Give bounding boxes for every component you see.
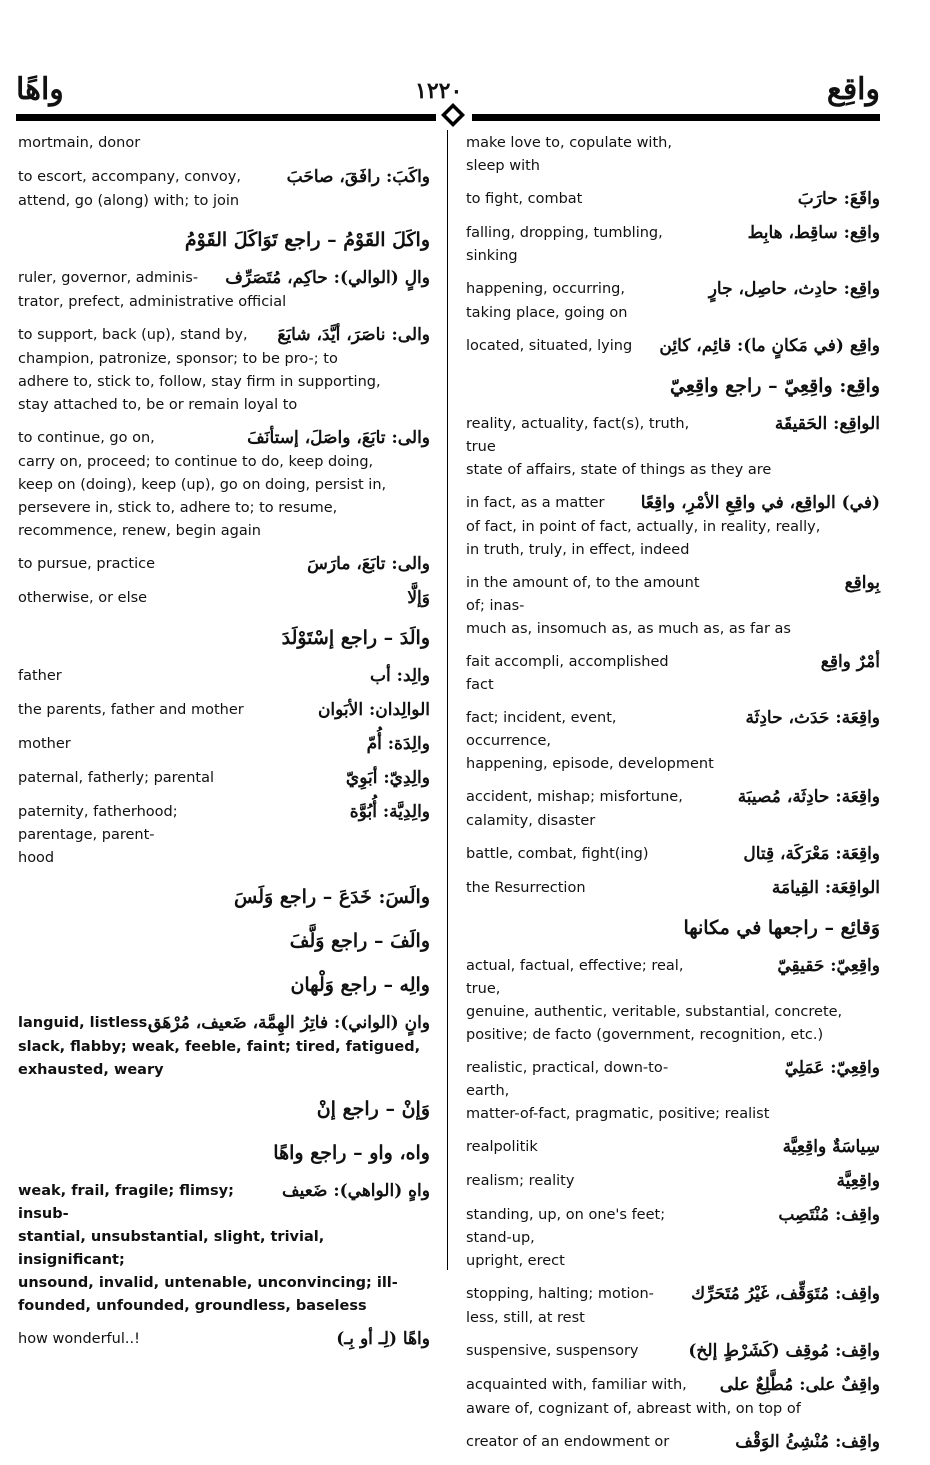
arabic-headword: الوالِدان: الأبَوان: [317, 700, 430, 720]
entry-head-row: [18, 1180, 430, 1226]
definition-continuation: founded, unfounded, groundless, baseless: [18, 1298, 367, 1314]
entry-head-row: [466, 278, 880, 302]
definition-continuation: much as, insomuch as, as much as, as far as: [466, 621, 791, 637]
entry-head-row: [466, 1283, 880, 1307]
left-running-headword: واهًا: [16, 72, 64, 107]
definition-continuation: slack, flabby; weak, feeble, faint; tired, fatigued,: [18, 1039, 421, 1055]
arabic-headword: والى: تابَعَ، واصَلَ، إستأنَفَ: [247, 428, 430, 448]
header-rule-right: [472, 114, 880, 121]
right-running-headword: واقِع: [826, 72, 880, 107]
dictionary-entry: [466, 651, 880, 697]
dictionary-entry: [466, 335, 880, 359]
english-definition: mother: [18, 736, 71, 752]
dictionary-entry: [18, 132, 430, 156]
entry-head-row: [18, 699, 430, 723]
dictionary-entry: [466, 369, 880, 403]
arabic-cross-reference: واقِع: واقِعِيّ – راجع واقِعِيّ: [669, 375, 880, 397]
arabic-headword: واقِعِيَّة: [836, 1171, 880, 1191]
arabic-headword: وانٍ (الواني): فاتِرُ الهِمَّة، ضَعيف، مُرْهَق: [148, 1013, 430, 1033]
entry-head-row: [18, 267, 430, 291]
arabic-headword: واقَعَ: حارَبَ: [797, 189, 880, 209]
header-rule-left: [16, 114, 436, 121]
dictionary-entry: [466, 1170, 880, 1194]
dictionary-entry: [18, 267, 430, 314]
dictionary-entry: [466, 1340, 880, 1364]
english-definition: in fact, as a matter: [466, 495, 605, 511]
english-definition: how wonderful..!: [18, 1331, 140, 1347]
dictionary-entry: [18, 1328, 430, 1352]
definition-continuation: carry on, proceed; to continue to do, keep doing,: [18, 454, 374, 470]
dictionary-entry: [18, 324, 430, 417]
dictionary-entry: [466, 188, 880, 212]
english-definition: paternal, fatherly; parental: [18, 770, 215, 786]
arabic-headword: واقِعَة: حادِثَة، مُصيبَة: [737, 787, 880, 807]
arabic-headword: (في) الواقِع، في واقِعِ الأمْرِ، واقِعًا: [640, 493, 880, 513]
dictionary-entry: [18, 553, 430, 577]
english-definition: make love to, copulate with, sleep with: [466, 135, 672, 174]
arabic-headword: واقِع: ساقِط، هابِط: [747, 223, 880, 243]
arabic-headword: واقِف: مُوقِف (كَشَرْطٍ إلخ): [688, 1341, 880, 1361]
english-definition: ruler, governor, adminis-: [18, 270, 199, 286]
arabic-headword: وَإلَّا: [407, 588, 430, 608]
arabic-cross-reference: والَدَ – راجع إسْتَوْلَدَ: [281, 627, 430, 649]
definition-continuation: recommence, renew, begin again: [18, 523, 261, 539]
arabic-headword: والِدِيّ: أبَوِيّ: [345, 768, 430, 788]
entry-head-row: [18, 1328, 430, 1352]
english-definition: mortmain, donor: [18, 135, 141, 151]
arabic-headword: واقِعِيّ: عَمَلِيّ: [784, 1058, 880, 1078]
dictionary-entry: [466, 1057, 880, 1126]
arabic-headword: والى: تابَعَ، مارَسَ: [307, 554, 430, 574]
english-definition: to escort, accompany, convoy,: [18, 169, 241, 185]
entry-head-row: [18, 1012, 430, 1036]
english-definition: to support, back (up), stand by,: [18, 327, 248, 343]
column-divider: [447, 130, 448, 1270]
entry-head-row: [466, 1136, 880, 1160]
dictionary-entry: [18, 587, 430, 611]
right-column: [466, 132, 880, 1465]
definition-continuation: state of affairs, state of things as they are: [466, 462, 772, 478]
arabic-cross-reference: واكَلَ القَوْمُ – راجع تَوَاكَلَ القَوْمُ: [184, 229, 430, 251]
arabic-headword: واكَبَ: رافَقَ، صاحَبَ: [286, 167, 430, 187]
entry-head-row: [18, 553, 430, 577]
definition-continuation: genuine, authentic, veritable, substantial, concrete,: [466, 1004, 843, 1020]
english-definition: otherwise, or else: [18, 590, 148, 606]
dictionary-entry: [18, 427, 430, 543]
english-definition: falling, dropping, tumbling, sinking: [466, 225, 663, 264]
arabic-headword: بِواقِع: [844, 573, 880, 593]
english-definition: weak, frail, fragile; flimsy; insub-: [18, 1183, 234, 1222]
english-definition: father: [18, 668, 62, 684]
arabic-cross-reference: والَفَ – راجع وَلَّفَ: [289, 930, 430, 952]
definition-continuation: positive; de facto (government, recognition, etc.): [466, 1027, 824, 1043]
dictionary-entry: [18, 880, 430, 914]
arabic-headword: واقِف: مُنْشِئُ الوَقْف: [735, 1432, 880, 1452]
entry-head-row: [466, 651, 880, 697]
arabic-headword: واقِف: مُتَوَقِّف، غَيْرُ مُتَحَرِّك: [691, 1284, 880, 1304]
arabic-cross-reference: والِه – راجع وَلْهان: [290, 974, 430, 996]
english-definition: happening, occurring,: [466, 281, 625, 297]
dictionary-entry: [466, 132, 880, 178]
english-definition: to continue, go on,: [18, 430, 155, 446]
definition-continuation: persevere in, stick to, adhere to; to resume,: [18, 500, 338, 516]
definition-continuation: champion, patronize, sponsor; to be pro-; to: [18, 351, 338, 367]
english-definition: the Resurrection: [466, 880, 586, 896]
diamond-ornament-icon: [440, 102, 466, 128]
arabic-headword: والى: ناصَرَ، أيَّدَ، شايَعَ: [277, 325, 430, 345]
arabic-headword: الواقِع: الحَقيقَة: [774, 414, 880, 434]
definition-continuation: calamity, disaster: [466, 813, 596, 829]
arabic-headword: واقِف: مُنْتَصِب: [778, 1205, 880, 1225]
entry-head-row: [466, 1374, 880, 1398]
definition-continuation: stay attached to, be or remain loyal to: [18, 397, 298, 413]
definition-continuation: exhausted, weary: [18, 1062, 164, 1078]
definition-continuation: adhere to, stick to, follow, stay firm in supporting,: [18, 374, 381, 390]
definition-continuation: attend, go (along) with; to join: [18, 193, 240, 209]
arabic-headword: واهًا (لِـ أو بِـ): [336, 1329, 430, 1349]
entry-head-row: [466, 188, 880, 212]
dictionary-entry: [466, 222, 880, 268]
dictionary-entry: [466, 843, 880, 867]
arabic-cross-reference: والَسَ: خَدَعَ – راجع وَلَسَ: [234, 886, 430, 908]
entry-head-row: [466, 222, 880, 268]
entry-head-row: [466, 955, 880, 1001]
definition-continuation: in truth, truly, in effect, indeed: [466, 542, 690, 558]
entry-head-row: [18, 767, 430, 791]
arabic-headword: والِدِيَّة: أُبُوَّة: [349, 802, 430, 822]
english-definition: acquainted with, familiar with,: [466, 1377, 687, 1393]
dictionary-entry: [466, 1136, 880, 1160]
english-definition: standing, up, on one's feet; stand-up,: [466, 1207, 666, 1246]
definition-continuation: keep on (doing), keep (up), go on doing, persist in,: [18, 477, 387, 493]
definition-continuation: trator, prefect, administrative official: [18, 294, 287, 310]
arabic-headword: سِياسَةٌ واقِعِيَّة: [782, 1137, 880, 1157]
dictionary-entry: [466, 877, 880, 901]
entry-head-row: [18, 166, 430, 190]
definition-continuation: unsound, invalid, untenable, unconvincing; ill-: [18, 1275, 398, 1291]
dictionary-entry: [466, 786, 880, 833]
english-definition: fait accompli, accomplished fact: [466, 654, 669, 693]
dictionary-entry: [18, 665, 430, 689]
definition-continuation: matter-of-fact, pragmatic, positive; realist: [466, 1106, 770, 1122]
entry-head-row: [466, 843, 880, 867]
page-header: [0, 0, 930, 130]
dictionary-entry: [466, 911, 880, 945]
dictionary-entry: [18, 166, 430, 213]
entry-head-row: [466, 492, 880, 516]
english-definition: realpolitik: [466, 1139, 538, 1155]
definition-continuation: hood: [18, 850, 55, 866]
entry-head-row: [18, 427, 430, 451]
english-definition: accident, mishap; misfortune,: [466, 789, 683, 805]
arabic-headword: والِد: أب: [370, 666, 430, 686]
dictionary-entry: [18, 924, 430, 958]
arabic-headword: واقِع: حادِث، حاصِل، جارٍ: [708, 279, 880, 299]
arabic-headword: واقِع (في مَكانٍ ما): قائِم، كائِن: [659, 336, 880, 356]
page-number: ١٢٢٠: [415, 78, 463, 104]
arabic-headword: واقِعِيّ: حَقيقِيّ: [777, 956, 880, 976]
english-definition: realism; reality: [466, 1173, 575, 1189]
english-definition: paternity, fatherhood; parentage, parent-: [18, 804, 178, 843]
entry-head-row: [18, 324, 430, 348]
entry-head-row: [466, 1431, 880, 1455]
entry-head-row: [466, 877, 880, 901]
english-definition: actual, factual, effective; real, true,: [466, 958, 684, 997]
dictionary-entry: [18, 1136, 430, 1170]
english-definition: battle, combat, fight(ing): [466, 846, 649, 862]
dictionary-entry: [466, 1283, 880, 1330]
dictionary-entry: [466, 1431, 880, 1455]
entry-head-row: [18, 132, 430, 156]
definition-continuation: less, still, at rest: [466, 1310, 585, 1326]
dictionary-entry: [18, 1180, 430, 1318]
entry-head-row: [466, 707, 880, 753]
dictionary-entry: [18, 1092, 430, 1126]
dictionary-entry: [466, 572, 880, 641]
entry-head-row: [466, 132, 880, 178]
arabic-headword: واقِعَة: مَعْرَكَة، قِتال: [743, 844, 880, 864]
dictionary-entry: [466, 492, 880, 562]
entry-head-row: [466, 335, 880, 359]
english-definition: to pursue, practice: [18, 556, 156, 572]
entry-head-row: [466, 1170, 880, 1194]
dictionary-entry: [466, 955, 880, 1047]
entry-head-row: [18, 801, 430, 847]
dictionary-entry: [18, 968, 430, 1002]
entry-head-row: [18, 587, 430, 611]
arabic-headword: الواقِعَة: القِيامَة: [771, 878, 880, 898]
arabic-headword: واقِفٌ على: مُطَّلِعٌ على: [719, 1375, 880, 1395]
arabic-headword: واقِعَة: حَدَث، حادِثَة: [745, 708, 880, 728]
dictionary-entry: [18, 621, 430, 655]
english-definition: languid, listless,: [18, 1015, 153, 1031]
dictionary-entry: [18, 801, 430, 870]
entry-head-row: [466, 1204, 880, 1250]
left-column: [18, 132, 430, 1362]
entry-head-row: [18, 665, 430, 689]
english-definition: fact; incident, event, occurrence,: [466, 710, 617, 749]
english-definition: located, situated, lying: [466, 338, 633, 354]
dictionary-entry: [18, 699, 430, 723]
dictionary-entry: [18, 767, 430, 791]
dictionary-entry: [18, 223, 430, 257]
english-definition: in the amount of, to the amount of; inas-: [466, 575, 700, 614]
arabic-headword: والٍ (الوالي): حاكِم، مُتَصَرِّف: [225, 268, 430, 288]
english-definition: the parents, father and mother: [18, 702, 244, 718]
arabic-headword: أمْرٌ واقِع: [820, 652, 880, 672]
english-definition: stopping, halting; motion-: [466, 1286, 654, 1302]
dictionary-entry: [466, 278, 880, 325]
arabic-cross-reference: وَقائِع – راجعها في مكانها: [683, 917, 880, 939]
definition-continuation: happening, episode, development: [466, 756, 714, 772]
definition-continuation: aware of, cognizant of, abreast with, on top of: [466, 1401, 801, 1417]
arabic-headword: واهٍ (الواهي): ضَعيف: [282, 1181, 430, 1201]
dictionary-entry: [466, 413, 880, 482]
dictionary-entry: [18, 733, 430, 757]
entry-head-row: [466, 786, 880, 810]
arabic-cross-reference: وَإنْ – راجع إنْ: [316, 1098, 430, 1120]
english-definition: suspensive, suspensory: [466, 1343, 639, 1359]
definition-continuation: upright, erect: [466, 1253, 565, 1269]
dictionary-entry: [466, 1204, 880, 1273]
definition-continuation: stantial, unsubstantial, slight, trivial, insignificant;: [18, 1229, 325, 1268]
arabic-headword: والِدَة: أُمّ: [366, 734, 430, 754]
dictionary-entry: [466, 707, 880, 776]
english-definition: creator of an endowment or: [466, 1434, 670, 1450]
dictionary-entry: [18, 1012, 430, 1082]
entry-head-row: [466, 572, 880, 618]
arabic-cross-reference: واه، واو – راجع واهًا: [273, 1142, 430, 1164]
entry-head-row: [466, 413, 880, 459]
english-definition: realistic, practical, down-to-earth,: [466, 1060, 669, 1099]
dictionary-entry: [466, 1374, 880, 1421]
entry-head-row: [18, 733, 430, 757]
definition-continuation: taking place, going on: [466, 305, 628, 321]
english-definition: reality, actuality, fact(s), truth, true: [466, 416, 690, 455]
entry-head-row: [466, 1340, 880, 1364]
entry-head-row: [466, 1057, 880, 1103]
english-definition: to fight, combat: [466, 191, 583, 207]
definition-continuation: of fact, in point of fact, actually, in reality, really,: [466, 519, 821, 535]
